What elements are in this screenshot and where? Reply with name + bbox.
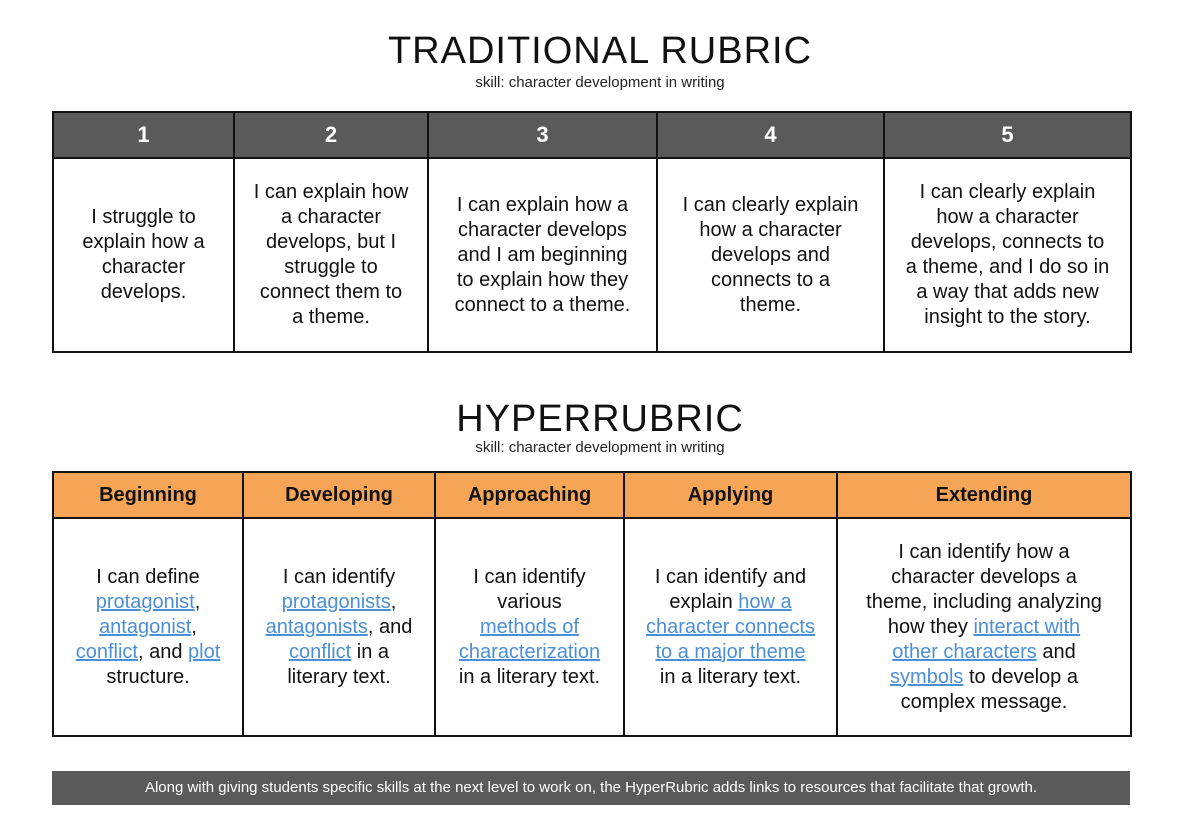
- hyper-cell-developing: [243, 518, 435, 736]
- cell-line: theme.: [739, 293, 802, 316]
- cell-line: develops and: [711, 243, 830, 266]
- cell-line: [444, 640, 615, 665]
- cell-line: character: [101, 256, 186, 278]
- traditional-header-row: [53, 112, 1131, 158]
- link-methods-of-characterization-cont[interactable]: characterization: [458, 640, 601, 663]
- cell-line: [444, 615, 615, 640]
- link-conflict-2[interactable]: conflict: [288, 640, 352, 663]
- cell-line: explain how a: [82, 231, 205, 253]
- hyper-header-row: [53, 472, 1131, 518]
- cell-line: [846, 665, 1122, 690]
- cell-line: connect them to: [259, 281, 403, 303]
- text-fragment: and: [1036, 640, 1076, 663]
- hyperrubric-title: HYPERRUBRIC: [456, 398, 744, 440]
- cell-line: in a literary text.: [458, 665, 601, 688]
- cell-line: complex message.: [900, 690, 1068, 713]
- traditional-header-5: 5: [884, 112, 1131, 158]
- link-interact-with-other-characters[interactable]: interact with: [973, 615, 1081, 638]
- cell-line: I can define: [96, 565, 200, 588]
- hyper-header-extending: Extending: [837, 472, 1131, 518]
- hyper-header-developing: Developing: [243, 472, 435, 518]
- cell-line: struggle to: [284, 256, 378, 278]
- cell-line: theme, including analyzing: [866, 590, 1102, 613]
- text-fragment: ,: [191, 615, 197, 638]
- cell-line: I can identify and: [654, 565, 807, 588]
- cell-line: connects to a: [711, 268, 830, 291]
- text-fragment: , and: [367, 615, 413, 638]
- text-fragment: ,: [390, 590, 397, 613]
- traditional-cell-1: [53, 158, 234, 352]
- cell-line: [62, 615, 234, 640]
- link-methods-of-characterization[interactable]: methods of: [480, 615, 579, 638]
- cell-line: in a literary text.: [659, 665, 802, 688]
- link-antagonist[interactable]: antagonist: [99, 615, 192, 638]
- traditional-descriptor-row: [53, 158, 1131, 352]
- text-fragment: explain: [669, 590, 739, 613]
- hyper-header-approaching: Approaching: [435, 472, 624, 518]
- text-fragment: , and: [137, 640, 183, 663]
- link-antagonists[interactable]: antagonists: [265, 615, 368, 638]
- traditional-cell-3: [428, 158, 657, 352]
- cell-line: character develops a: [891, 565, 1077, 588]
- cell-line: I can identify: [473, 565, 586, 588]
- link-conflict[interactable]: conflict: [75, 640, 138, 663]
- cell-line: [633, 640, 828, 665]
- cell-line: literary text.: [287, 665, 391, 688]
- cell-line: I can clearly explain: [919, 181, 1096, 203]
- traditional-cell-2: [234, 158, 428, 352]
- cell-line: [846, 640, 1122, 665]
- cell-line: various: [497, 590, 562, 613]
- traditional-header-2: 2: [234, 112, 428, 158]
- cell-line: how a character: [699, 218, 842, 241]
- link-character-connects-theme[interactable]: how a: [738, 590, 792, 613]
- cell-line: [633, 615, 828, 640]
- cell-line: character develops: [458, 218, 627, 241]
- traditional-rubric-subtitle: skill: character development in writing: [475, 74, 725, 91]
- cell-line: [846, 615, 1122, 640]
- cell-line: I can clearly explain: [682, 193, 859, 216]
- link-protagonists[interactable]: protagonists: [281, 590, 391, 613]
- hyper-cell-beginning: [53, 518, 243, 736]
- cell-line: [252, 590, 426, 615]
- cell-line: insight to the story.: [924, 306, 1091, 328]
- cell-line: I struggle to: [91, 206, 196, 228]
- cell-line: how a character: [936, 206, 1079, 228]
- text-fragment: in a: [351, 640, 390, 663]
- text-fragment: how they: [887, 615, 974, 638]
- cell-line: I can explain how a: [456, 193, 629, 216]
- footer-caption-bar: Along with giving students specific skills at the next level to work on, the HyperRubric adds links to resources that facilitate that growth.: [52, 771, 1130, 805]
- cell-line: develops, connects to: [910, 231, 1105, 253]
- link-character-connects-theme-end[interactable]: to a major theme: [655, 640, 806, 663]
- traditional-header-3: 3: [428, 112, 657, 158]
- link-character-connects-theme-cont[interactable]: character connects: [646, 615, 815, 638]
- text-fragment: to develop a: [963, 665, 1078, 688]
- cell-line: I can identify how a: [898, 540, 1070, 563]
- hyper-descriptor-row: [53, 518, 1131, 736]
- cell-line: a way that adds new: [916, 281, 1099, 303]
- traditional-header-4: 4: [657, 112, 884, 158]
- hyper-header-beginning: Beginning: [53, 472, 243, 518]
- traditional-cell-4: [657, 158, 884, 352]
- traditional-header-1: 1: [53, 112, 234, 158]
- cell-line: [62, 590, 234, 615]
- cell-line: structure.: [106, 665, 190, 688]
- cell-line: connect to a theme.: [454, 293, 631, 316]
- traditional-cell-5: [884, 158, 1131, 352]
- hyper-cell-approaching: [435, 518, 624, 736]
- traditional-rubric-title: TRADITIONAL RUBRIC: [387, 30, 813, 72]
- cell-line: I can explain how: [253, 181, 409, 203]
- text-fragment: ,: [194, 590, 201, 613]
- cell-line: [633, 590, 828, 615]
- cell-line: [252, 640, 426, 665]
- cell-line: to explain how they: [456, 268, 629, 291]
- cell-line: I can identify: [282, 565, 396, 588]
- cell-line: develops, but I: [265, 231, 397, 253]
- hyperrubric-table: [52, 471, 1132, 737]
- cell-line: a character: [280, 206, 382, 228]
- link-symbols[interactable]: symbols: [890, 665, 964, 688]
- link-plot[interactable]: plot: [188, 640, 221, 663]
- cell-line: a theme, and I do so in: [905, 256, 1110, 278]
- cell-line: a theme.: [292, 306, 370, 328]
- hyper-cell-extending: [837, 518, 1131, 736]
- link-interact-with-other-characters-cont[interactable]: other characters: [892, 640, 1037, 663]
- cell-line: develops.: [100, 281, 187, 303]
- cell-line: [62, 640, 234, 665]
- cell-line: [252, 615, 426, 640]
- hyperrubric-subtitle: skill: character development in writing: [475, 439, 725, 456]
- traditional-rubric-table: [52, 111, 1132, 353]
- link-protagonist[interactable]: protagonist: [95, 590, 195, 613]
- hyper-cell-applying: [624, 518, 837, 736]
- hyper-header-applying: Applying: [624, 472, 837, 518]
- cell-line: and I am beginning: [457, 243, 628, 266]
